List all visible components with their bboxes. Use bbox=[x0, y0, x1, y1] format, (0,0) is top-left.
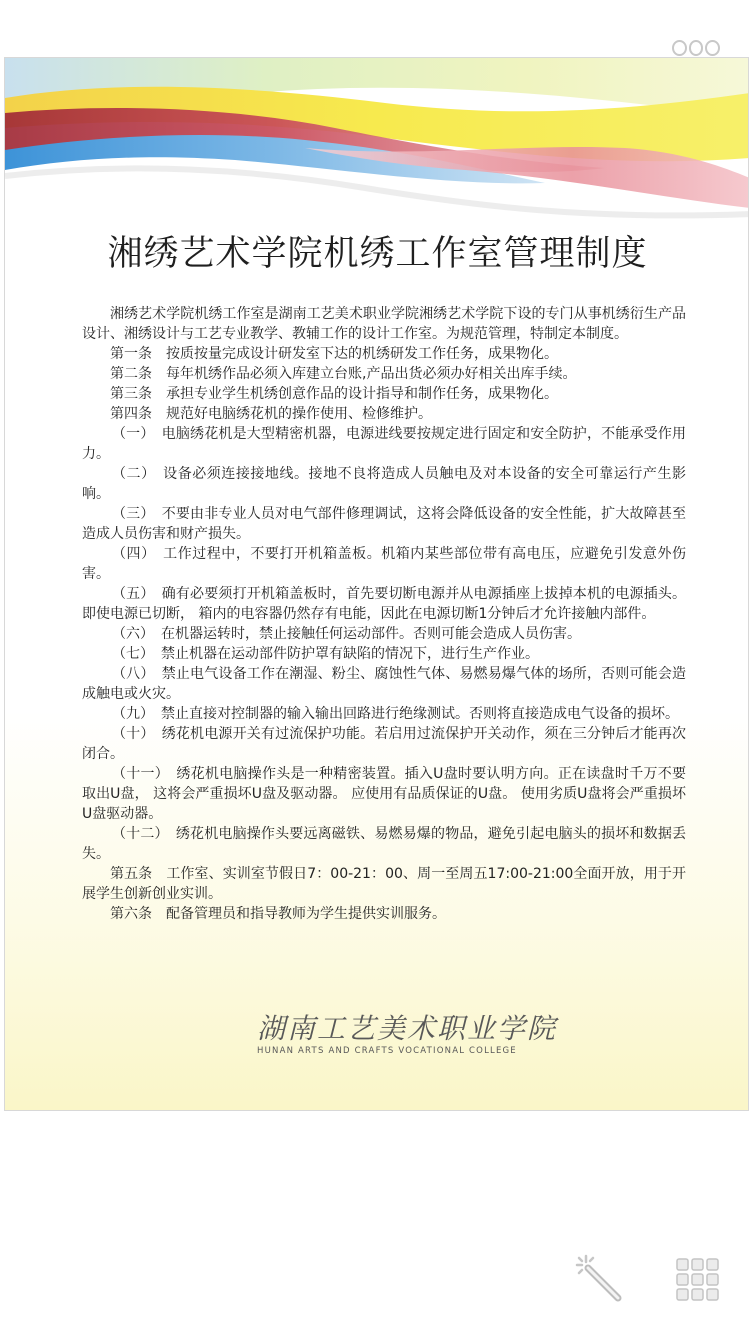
more-dot-icon bbox=[689, 40, 704, 56]
more-dot-icon bbox=[672, 40, 687, 56]
regulation-text bbox=[82, 304, 686, 924]
article: 第四条 规范好电脑绣花机的操作使用、检修维护。 bbox=[110, 406, 432, 422]
article: 第五条 工作室、实训室节假日7：00-21：00、周一至周五17:00-21:00全面开放，用于开展学生创新创业实训。 bbox=[82, 866, 686, 902]
magic-wand-icon bbox=[574, 1254, 626, 1306]
paragraph: 湘绣艺术学院机绣工作室是湖南工艺美术职业学院湘绣艺术学院下设的专门从事机绣衍生产品设计、湘绣设计与工艺专业教学、教辅工作的设计工作室。为规范管理，特制定本制度。 bbox=[82, 306, 686, 342]
college-logo bbox=[257, 1012, 558, 1061]
decorative-wave-banner bbox=[5, 58, 749, 233]
article: 第二条 每年机绣作品必须入库建立台账,产品出货必须办好相关出库手续。 bbox=[110, 366, 577, 382]
sub-clause: （八） 禁止电气设备工作在潮湿、粉尘、腐蚀性气体、易燃易爆气体的场所，否则可能会造成触电或火灾。 bbox=[82, 666, 686, 702]
college-logo-cn: 湖南工艺美术职业学院 bbox=[257, 1012, 558, 1045]
sub-clause: （一） 电脑绣花机是大型精密机器，电源进线要按规定进行固定和安全防护，不能承受作用力。 bbox=[82, 426, 686, 462]
sub-clause: （四） 工作过程中，不要打开机箱盖板。机箱内某些部位带有高电压，应避免引发意外伤害。 bbox=[82, 546, 686, 582]
sub-clause: （二） 设备必须连接接地线。接地不良将造成人员触电及对本设备的安全可靠运行产生影响。 bbox=[82, 466, 686, 502]
sub-clause: （五） 确有必要须打开机箱盖板时，首先要切断电源并从电源插座上拔掉本机的电源插头。即使电源已切断， 箱内的电容器仍然存有电能，因此在电源切断1分钟后才允许接触内部件。 bbox=[82, 586, 686, 622]
article: 第一条 按质按量完成设计研发室下达的机绣研发工作任务，成果物化。 bbox=[110, 346, 558, 362]
sub-clause: （十二） 绣花机电脑操作头要远离磁铁、易燃易爆的物品，避免引起电脑头的损坏和数据丢失。 bbox=[82, 826, 686, 862]
college-logo-en: HUNAN ARTS AND CRAFTS VOCATIONAL COLLEGE bbox=[257, 1046, 517, 1056]
page-title: 湘绣艺术学院机绣工作室管理制度 bbox=[107, 234, 648, 274]
document-poster bbox=[4, 57, 749, 1111]
more-options-button[interactable] bbox=[672, 40, 720, 56]
sub-clause: （六） 在机器运转时，禁止接触任何运动部件。否则可能会造成人员伤害。 bbox=[112, 626, 581, 642]
grid-menu-button[interactable] bbox=[672, 1254, 724, 1306]
more-dot-icon bbox=[705, 40, 720, 56]
sub-clause: （三） 不要由非专业人员对电气部件修理调试，这将会降低设备的安全性能，扩大故障甚至造成人员伤害和财产损失。 bbox=[82, 506, 686, 542]
grid-menu-icon bbox=[672, 1254, 724, 1306]
magic-wand-button[interactable] bbox=[574, 1254, 626, 1306]
sub-clause: （十一） 绣花机电脑操作头是一种精密装置。插入U盘时要认明方向。正在读盘时千万不要取出U盘， 这将会严重损坏U盘及驱动器。 应使用有品质保证的U盘。 使用劣质U盘将会严重损坏U盘驱动器。 bbox=[82, 766, 686, 822]
article: 第六条 配备管理员和指导教师为学生提供实训服务。 bbox=[110, 906, 446, 922]
sub-clause: （九） 禁止直接对控制器的输入输出回路进行绝缘测试。否则将直接造成电气设备的损坏。 bbox=[112, 706, 679, 722]
sub-clause: （七） 禁止机器在运动部件防护罩有缺陷的情况下，进行生产作业。 bbox=[112, 646, 539, 662]
article: 第三条 承担专业学生机绣创意作品的设计指导和制作任务，成果物化。 bbox=[110, 386, 558, 402]
sub-clause: （十） 绣花机电源开关有过流保护功能。若启用过流保护开关动作，须在三分钟后才能再次闭合。 bbox=[82, 726, 686, 762]
